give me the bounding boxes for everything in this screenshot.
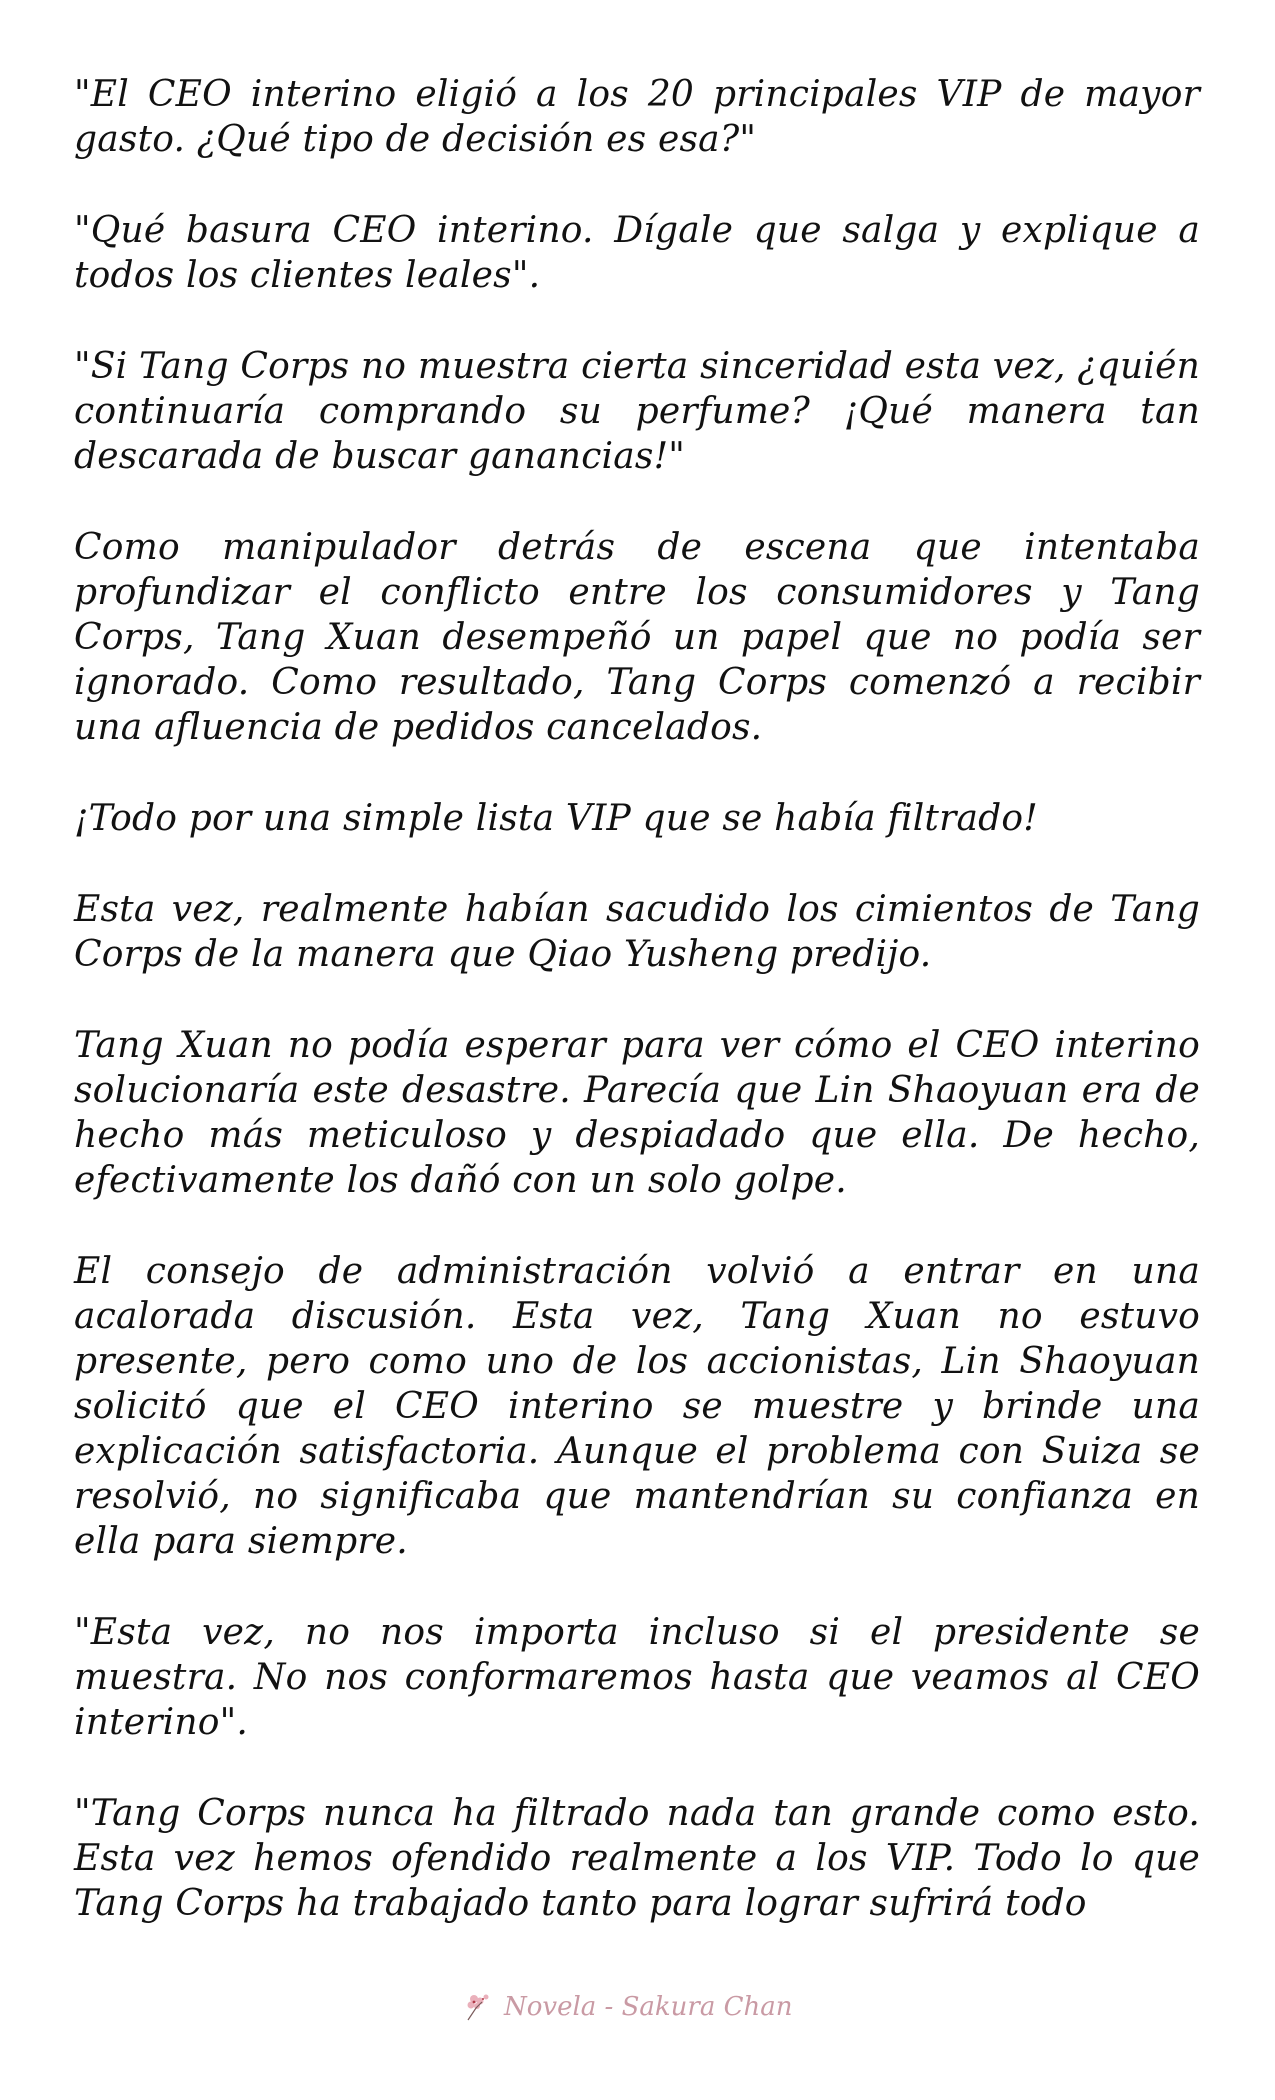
- paragraph-3: "Si Tang Corps no muestra cierta sinceridad esta vez, ¿quién continuaría comprando su perfume? ¡Qué manera tan descarada de buscar ganancias!": [74, 346, 1201, 477]
- paragraph-6: Esta vez, realmente habían sacudido los cimientos de Tang Corps de la manera que Qiao Yusheng predijo.: [74, 889, 1200, 975]
- paragraph-8: El consejo de administración volvió a entrar en una acalorada discusión. Esta vez, Tang Xuan no estuvo presente, pero como uno de los accionistas, Lin Shaoyuan solicitó que el CEO interino se muestre y brinde una explicación satisfactoria. Aunque el problema con Suiza se resolvió, no significaba que mantendrían su confianza en ella para siempre.: [74, 1251, 1200, 1562]
- watermark: [462, 1990, 793, 2024]
- watermark-text: Novela - Sakura Chan: [504, 1992, 793, 2022]
- paragraph-7: Tang Xuan no podía esperar para ver cómo el CEO interino solucionaría este desastre. Parecía que Lin Shaoyuan era de hecho más meticuloso y despiadado que ella. De hecho, efectivamente los dañó con un solo golpe.: [74, 1025, 1200, 1201]
- paragraph-2: "Qué basura CEO interino. Dígale que salga y explique a todos los clientes leales".: [74, 210, 1200, 296]
- paragraph-5: ¡Todo por una simple lista VIP que se había filtrado!: [74, 798, 1038, 839]
- paragraph-9: "Esta vez, no nos importa incluso si el presidente se muestra. No nos conformaremos hasta que veamos al CEO interino".: [74, 1612, 1200, 1743]
- document-body: [74, 72, 1200, 1972]
- paragraph-10: "Tang Corps nunca ha filtrado nada tan grande como esto. Esta vez hemos ofendido realmente a los VIP. Todo lo que Tang Corps ha trabajado tanto para lograr sufrirá todo: [74, 1793, 1200, 1924]
- sakura-flower-icon: [462, 1990, 496, 2024]
- paragraph-4: Como manipulador detrás de escena que intentaba profundizar el conflicto entre los consumidores y Tang Corps, Tang Xuan desempeñó un papel que no podía ser ignorado. Como resultado, Tang Corps comenzó a recibir una afluencia de pedidos cancelados.: [74, 527, 1200, 748]
- paragraph-1: "El CEO interino eligió a los 20 principales VIP de mayor gasto. ¿Qué tipo de decisión es esa?": [74, 74, 1200, 160]
